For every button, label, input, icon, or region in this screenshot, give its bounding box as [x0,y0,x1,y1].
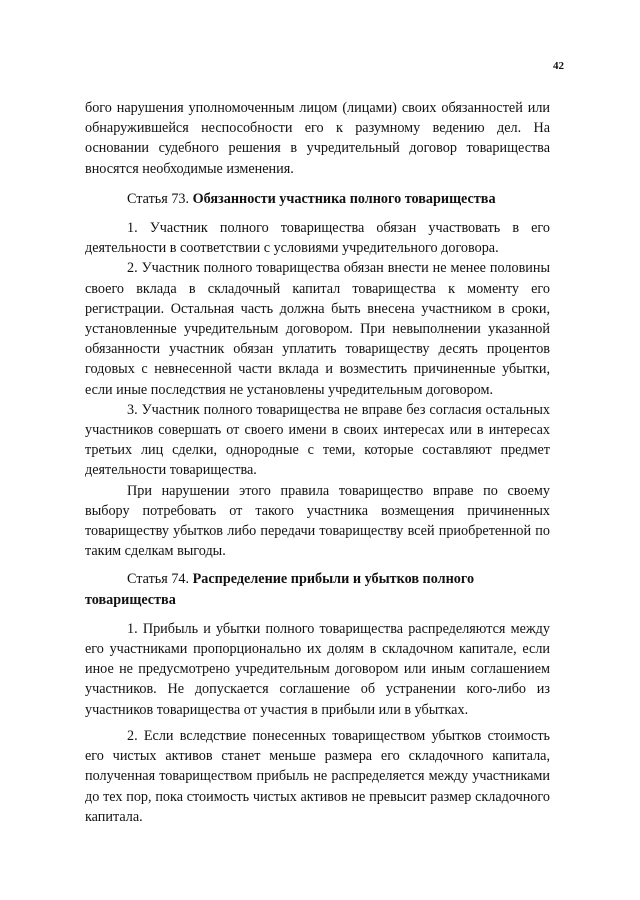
page-number: 42 [553,60,564,72]
article-74-title: Распределение прибыли и убытков полного товарищества [85,571,475,608]
article-74-paragraph-2: 2. Если вследствие понесенных товариществом убытков стоимость его чистых активов станет меньше размера его складочного капитала, полученная товариществом прибыль не распределяется между участниками до тех пор, пока стоимость чистых активов не превысит размер складочного капитала. [85,727,550,825]
article-73-paragraph-2: 2. Участник полного товарищества обязан внести не менее половины своего вклада в складочный капитал товарищества к моменту его регистрации. Остальная часть должна быть внесена участником в сроки, установленные учредительным договором. При невыполнении указанной обязанности участник обязан уплатить товариществу десять процентов годовых с невнесенной части вклада и возместить причиненные убытки, если иные последствия не установлены учредительным договором. [85,260,550,398]
intro-paragraph: бого нарушения уполномоченным лицом (лицами) своих обязанностей или обнаружившейся неспособности его к разумному ведению дел. На основании судебного решения в учредительный договор товарищества вносятся необходимые изменения. [85,100,550,177]
article-74-paragraph-1: 1. Прибыль и убытки полного товарищества распределяются между его участниками пропорционально их долям в складочном капитале, если иное не предусмотрено учредительным договором или иным соглашением участников. Не допускается соглашение об устранении кого-либо из участников товарищества от участия в прибыли или в убытках. [85,620,550,718]
article-73-title: Обязанности участника полного товарищества [192,190,496,207]
article-73-paragraph-1: 1. Участник полного товарищества обязан участвовать в его деятельности в соответствии с условиями учредительного договора. [85,220,550,257]
document-body [85,98,550,827]
article-73-label: Статья 73. [127,190,190,207]
article-74-label: Статья 74. [127,571,190,588]
article-73-paragraph-3: 3. Участник полного товарищества не вправе без согласия остальных участников совершать от своего имени в своих интересах или в интересах третьих лиц сделки, однородные с теми, которые составляют предмет деятельности товарищества. [85,401,550,479]
article-73-heading [85,189,550,209]
article-73-paragraph-4: При нарушении этого правила товарищество вправе по своему выбору потребовать от такого участника возмещения причиненных товариществу убытков либо передачи товариществу всей приобретенной по таким сделкам выгоды. [85,482,550,560]
article-74-heading [85,569,550,609]
